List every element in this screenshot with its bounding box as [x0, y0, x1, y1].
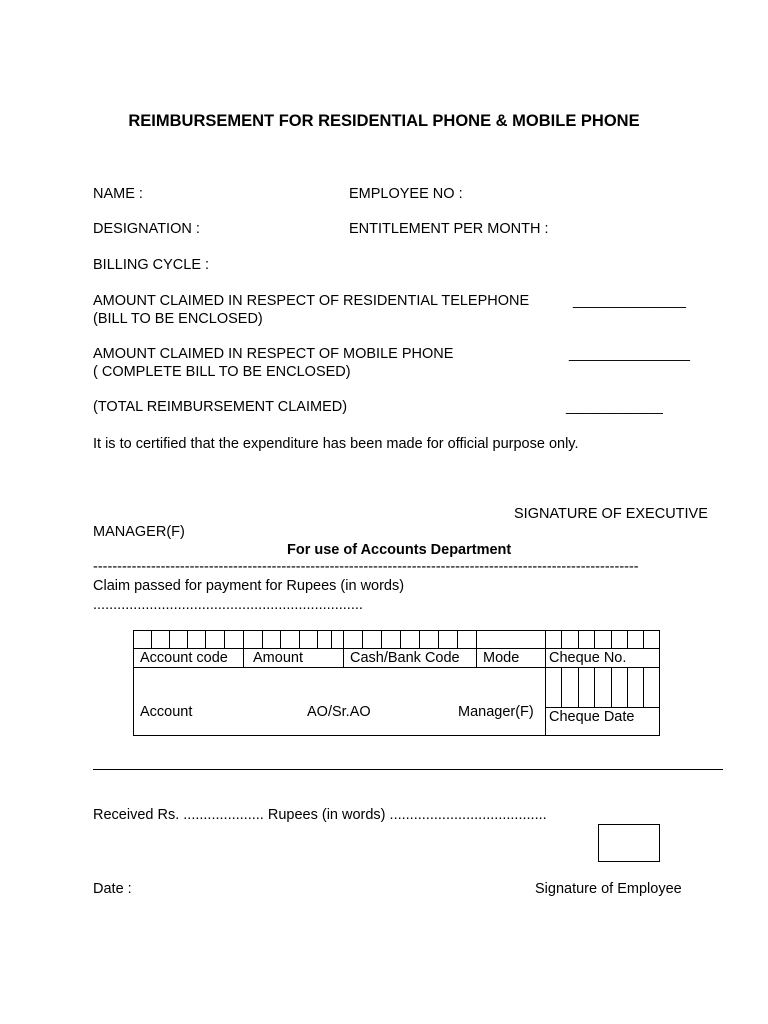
- table-row-divider: [133, 648, 660, 649]
- cash-bank-code-header: Cash/Bank Code: [350, 650, 460, 666]
- section-separator: [93, 769, 723, 770]
- digit-box-divider: [169, 630, 170, 648]
- form-title: REIMBURSEMENT FOR RESIDENTIAL PHONE & MOBILE PHONE: [128, 112, 640, 130]
- residential-bill-note: (BILL TO BE ENCLOSED): [93, 311, 263, 327]
- digit-box-divider: [419, 630, 420, 648]
- received-rupees-text: Received Rs. .................... Rupees (in words) .......................................: [93, 807, 547, 823]
- manager-f-sign-label: Manager(F): [458, 704, 534, 720]
- manager-f-label: MANAGER(F): [93, 524, 185, 540]
- digit-box-divider: [611, 630, 612, 648]
- name-label: NAME :: [93, 186, 143, 202]
- digit-box-divider: [578, 667, 579, 707]
- digit-box-divider: [611, 667, 612, 707]
- claim-passed-text: Claim passed for payment for Rupees (in words): [93, 578, 405, 594]
- account-sign-label: Account: [140, 704, 193, 720]
- cheque-date-divider: [545, 707, 660, 708]
- mobile-bill-note: ( COMPLETE BILL TO BE ENCLOSED): [93, 364, 351, 380]
- dashed-separator: -----------------------------------------------------------------------------------------------------------------: [93, 559, 639, 575]
- mobile-claim-blank: _______________: [569, 346, 690, 362]
- digit-box-divider: [151, 630, 152, 648]
- digit-box-divider: [561, 667, 562, 707]
- entitlement-label: ENTITLEMENT PER MONTH :: [349, 221, 549, 237]
- executive-signature-label: SIGNATURE OF EXECUTIVE: [514, 506, 708, 522]
- billing-cycle-label: BILLING CYCLE :: [93, 257, 210, 273]
- mobile-claim-label: AMOUNT CLAIMED IN RESPECT OF MOBILE PHONE: [93, 346, 454, 362]
- digit-box-divider: [627, 630, 628, 648]
- table-col-divider: [476, 630, 477, 667]
- digit-box-divider: [280, 630, 281, 648]
- cheque-date-label: Cheque Date: [549, 709, 635, 725]
- digit-box-divider: [381, 630, 382, 648]
- date-label: Date :: [93, 881, 132, 897]
- digit-box-divider: [561, 630, 562, 648]
- table-col-divider: [243, 630, 244, 667]
- digit-box-divider: [362, 630, 363, 648]
- table-col-divider: [545, 630, 546, 736]
- digit-box-divider: [643, 667, 644, 707]
- digit-box-divider: [627, 667, 628, 707]
- employee-no-label: EMPLOYEE NO :: [349, 186, 463, 202]
- digit-box-divider: [438, 630, 439, 648]
- digit-box-divider: [187, 630, 188, 648]
- digit-box-divider: [331, 630, 332, 648]
- digit-box-divider: [457, 630, 458, 648]
- cheque-no-header: Cheque No.: [549, 650, 627, 666]
- accounts-heading: For use of Accounts Department: [287, 542, 512, 558]
- mode-header: Mode: [483, 650, 520, 666]
- certification-text: It is to certified that the expenditure has been made for official purpose only.: [93, 436, 579, 452]
- account-code-header: Account code: [140, 650, 228, 666]
- digit-box-divider: [205, 630, 206, 648]
- ao-sr-ao-sign-label: AO/Sr.AO: [307, 704, 371, 720]
- designation-label: DESIGNATION :: [93, 221, 200, 237]
- revenue-stamp-box: [598, 824, 660, 862]
- table-col-divider: [343, 630, 344, 667]
- digit-box-divider: [400, 630, 401, 648]
- digit-box-divider: [594, 630, 595, 648]
- amount-header: Amount: [253, 650, 303, 666]
- digit-box-divider: [317, 630, 318, 648]
- residential-claim-blank: ______________: [573, 293, 686, 309]
- claim-words-dots: ...................................................................: [93, 597, 363, 613]
- digit-box-divider: [594, 667, 595, 707]
- digit-box-divider: [578, 630, 579, 648]
- total-claim-blank: ____________: [566, 399, 663, 415]
- residential-claim-label: AMOUNT CLAIMED IN RESPECT OF RESIDENTIAL TELEPHONE: [93, 293, 530, 309]
- digit-box-divider: [262, 630, 263, 648]
- employee-signature-label: Signature of Employee: [535, 881, 682, 897]
- digit-box-divider: [224, 630, 225, 648]
- digit-box-divider: [643, 630, 644, 648]
- digit-box-divider: [299, 630, 300, 648]
- table-row-divider: [133, 667, 660, 668]
- total-claim-label: (TOTAL REIMBURSEMENT CLAIMED): [93, 399, 348, 415]
